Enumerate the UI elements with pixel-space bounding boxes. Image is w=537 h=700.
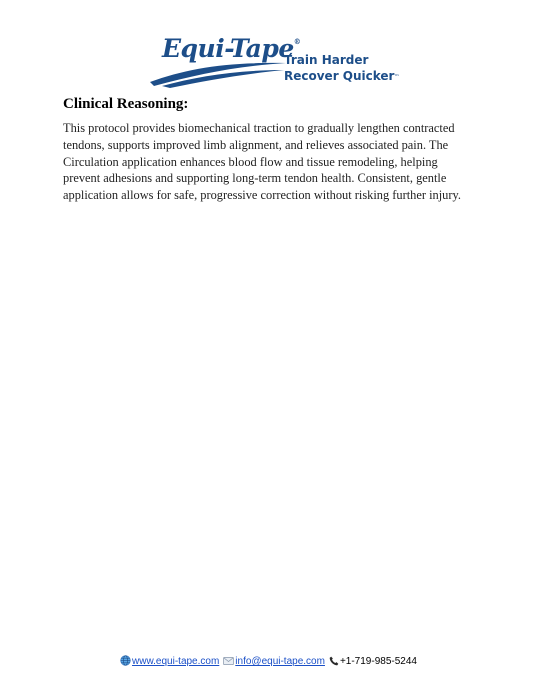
- logo-wordmark: [162, 36, 300, 61]
- equi-tape-logo: [148, 34, 398, 90]
- tagline: [284, 52, 399, 84]
- tagline-line-2-text: Recover Quicker: [284, 69, 395, 83]
- tagline-line-1: Train Harder: [284, 53, 369, 67]
- website-link[interactable]: www.equi-tape.com: [132, 656, 220, 667]
- contact-footer: [0, 655, 537, 669]
- section-heading: Clinical Reasoning:: [63, 96, 189, 112]
- logo-text: Equi-Tape: [162, 34, 294, 63]
- email-link[interactable]: info@equi-tape.com: [235, 656, 325, 667]
- globe-icon: [120, 655, 131, 669]
- phone-icon: [329, 656, 339, 669]
- phone-number: +1-719-985-5244: [339, 656, 417, 667]
- clinical-reasoning-paragraph: This protocol provides biomechanical traction to gradually lengthen contracted tendons, supports improved limb alignment, and relieves associated pain. The Circulation application enhances blood flow and tissue remodeling, helping prevent adhesions and supporting long-term tendon health. Consistent, gentle application allows for safe, progressive correction without risking further injury.: [63, 121, 461, 203]
- tagline-line-2: [284, 68, 399, 84]
- email-icon: [223, 656, 234, 669]
- logo-registered-mark: ®: [293, 37, 301, 46]
- trademark-mark: ™: [394, 74, 400, 80]
- logo-swoosh: [148, 60, 288, 88]
